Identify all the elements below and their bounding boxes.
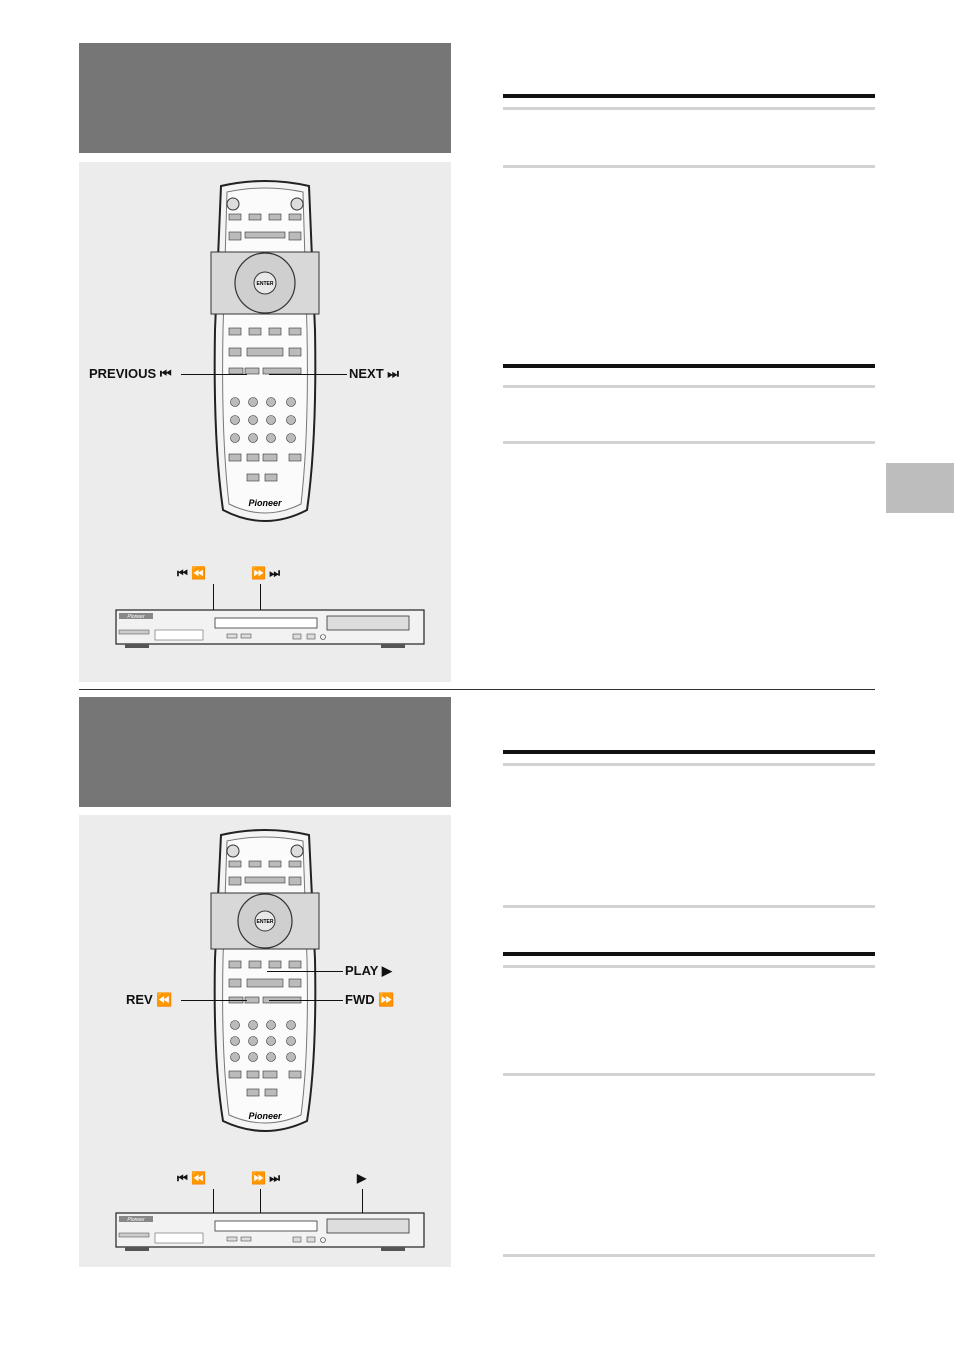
section2-rule-g <box>503 1254 875 1257</box>
section1-rule-e <box>503 385 875 388</box>
remote-brand-logo: Pioneer <box>248 498 282 508</box>
fwd-leader-line <box>269 1000 343 1001</box>
section2-rule-e <box>503 965 875 968</box>
skip-forward-icon: ⏭ <box>387 366 399 381</box>
section1-header-block <box>79 43 451 153</box>
rev-leader-line <box>181 1000 247 1001</box>
fast-forward-icon: ⏩ <box>378 992 395 1007</box>
remote-enter-label-2: ENTER <box>256 919 274 925</box>
section1-rule-d <box>503 364 875 368</box>
player-skip-back-rev-icons: ⏮ ⏪ <box>177 566 207 580</box>
section1-rule-a <box>503 94 875 98</box>
play-icon: ▶ <box>381 963 392 978</box>
previous-callout: PREVIOUS ⏮ <box>89 366 172 381</box>
player-fwd-skip-forward-icons: ⏩ ⏭ <box>251 566 281 580</box>
section1-rule-c <box>503 165 875 168</box>
player2-fwd-skip-forward-icons: ⏩ ⏭ <box>251 1171 281 1185</box>
player2-skip-back-rev-icons: ⏮ ⏪ <box>177 1171 207 1185</box>
next-leader-line <box>269 374 347 375</box>
remote-enter-label: ENTER <box>256 281 274 287</box>
section1-illustration-panel <box>79 162 451 682</box>
section2-rule-c <box>503 905 875 908</box>
dvd-player-illustration <box>115 608 425 650</box>
play-callout: PLAY ▶ <box>345 963 392 978</box>
remote-brand-logo-2: Pioneer <box>248 1111 282 1121</box>
section2-rule-b <box>503 763 875 766</box>
fwd-callout: FWD ⏩ <box>345 992 395 1007</box>
section2-header-block <box>79 697 451 807</box>
section2-illustration-panel <box>79 815 451 1267</box>
play-leader-line <box>267 971 343 972</box>
skip-back-icon: ⏮ <box>159 366 172 381</box>
rev-callout: REV ⏪ <box>126 992 173 1007</box>
next-callout: NEXT ⏭ <box>349 366 399 381</box>
chapter-side-tab <box>886 463 954 513</box>
player-brand-logo: Pioneer <box>127 614 145 620</box>
section1-rule-b <box>503 107 875 110</box>
section1-rule-f <box>503 441 875 444</box>
section-divider <box>79 689 875 690</box>
previous-leader-line <box>181 374 247 375</box>
rewind-icon: ⏪ <box>156 992 173 1007</box>
remote-control-illustration-2 <box>207 829 323 1145</box>
section2-rule-d <box>503 952 875 956</box>
player2-play-icon: ▶ <box>357 1171 367 1185</box>
player2-brand-logo: Pioneer <box>127 1217 145 1223</box>
section2-rule-a <box>503 750 875 754</box>
section2-rule-f <box>503 1073 875 1076</box>
dvd-player-illustration-2 <box>115 1211 425 1253</box>
remote-control-illustration <box>207 180 323 540</box>
